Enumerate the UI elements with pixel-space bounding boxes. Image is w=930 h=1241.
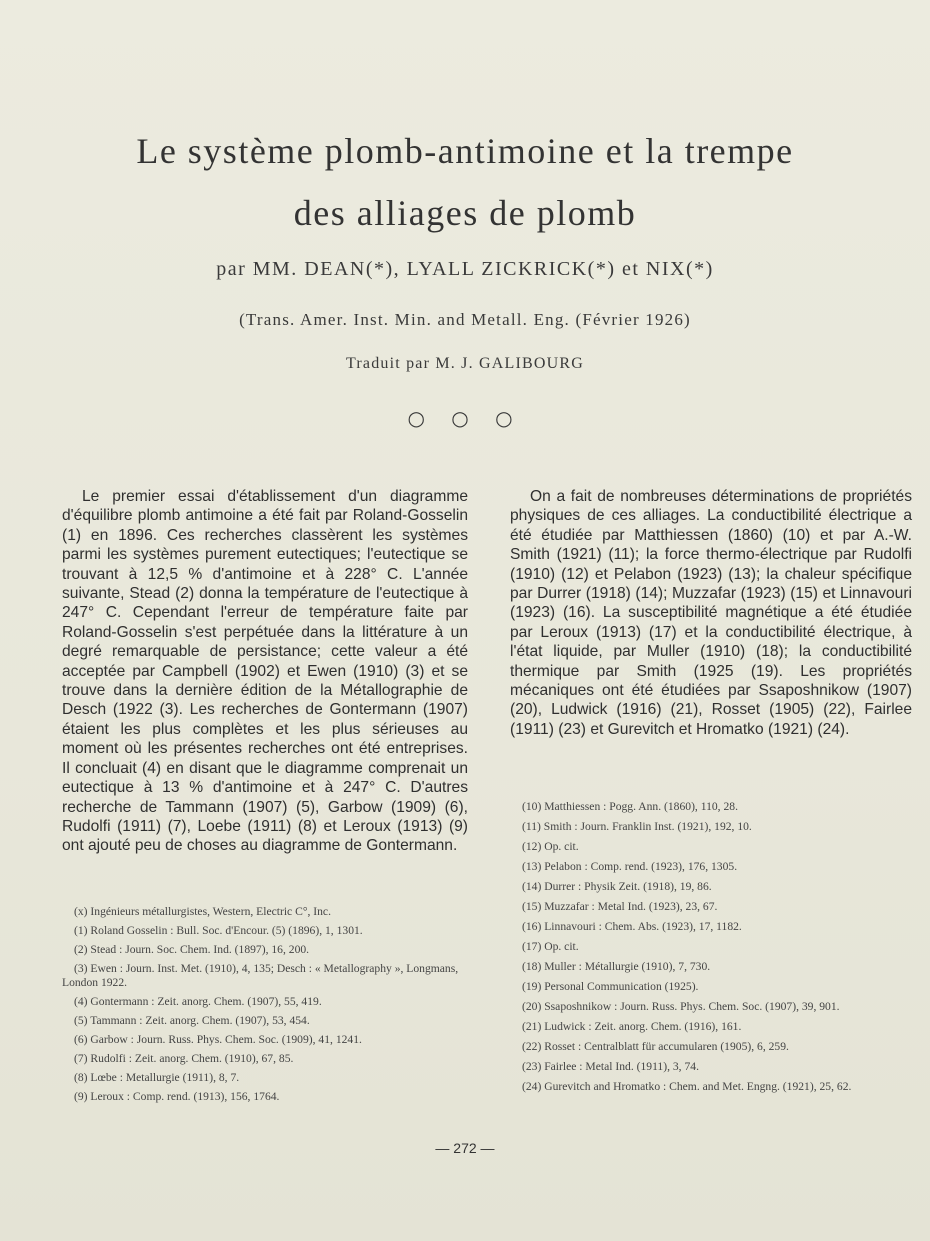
footnote: (9) Leroux : Comp. rend. (1913), 156, 1764. xyxy=(74,1090,280,1103)
footnote: (x) Ingénieurs métallurgistes, Western, Electric C°, Inc. xyxy=(74,905,331,918)
footnote: (17) Op. cit. xyxy=(522,940,579,953)
translator-credit: Traduit par M. J. GALIBOURG xyxy=(345,355,585,372)
body-paragraph-left: Le premier essai d'établissement d'un diagramme d'équilibre plomb antimoine a été fait par Roland-Gosselin (1) en 1896. Ces recherches classèrent les systèmes parmi les systèmes purement eutectiques; l'eutectique se trouvant à 12,5 % d'antimoine et à 228° C. L'année suivante, Stead (2) donna la température de l'eutectique à 247° C. Cependant l'erreur de température faite par Roland-Gosselin s'est perpétuée dans la littérature à un degré remarquable de persistance; cette valeur a été acceptée par Campbell (1902) et Ewen (1910) (3) et se trouve dans la dernière édition de la Métallographie de Desch (1922 (3). Les recherches de Gontermann (1907) étaient les plus complètes et les plus sérieuses au moment où les présentes recherches ont été entreprises. Il concluait (4) en disant que le diagramme comprenait un eutectique à 13 % d'antimoine et à 247° C. D'autres recherche de Tammann (1907) (5), Garbow (1909) (6), Rudolfi (1911) (7), Loebe (1911) (8) et Leroux (1913) (9) ont ajouté peu de choses au diagramme de Gontermann. xyxy=(62,488,468,855)
footnote: (10) Matthiessen : Pogg. Ann. (1860), 110, 28. xyxy=(522,800,738,813)
authors-line: par MM. DEAN(*), LYALL ZICKRICK(*) et NIX(*) xyxy=(216,258,714,280)
footnote: (14) Durrer : Physik Zeit. (1918), 19, 86. xyxy=(522,880,712,893)
footnote: (22) Rosset : Centralblatt für accumularen (1905), 6, 259. xyxy=(522,1040,789,1053)
footnote: (5) Tammann : Zeit. anorg. Chem. (1907), 53, 454. xyxy=(74,1014,310,1027)
footnote: (16) Linnavouri : Chem. Abs. (1923), 17, 1182. xyxy=(522,920,742,933)
footnote: (12) Op. cit. xyxy=(522,840,579,853)
article-title-line-1: Le système plomb-antimoine et la trempe xyxy=(136,131,794,171)
footnote: (1) Roland Gosselin : Bull. Soc. d'Encour. (5) (1896), 1, 1301. xyxy=(74,924,363,937)
footnote: (8) Lœbe : Metallurgie (1911), 8, 7. xyxy=(74,1071,240,1084)
footnote: (3) Ewen : Journ. Inst. Met. (1910), 4, 135; Desch : « Metallography », Longmans, London 1922. xyxy=(62,962,459,989)
footnote: (4) Gontermann : Zeit. anorg. Chem. (1907), 55, 419. xyxy=(74,995,322,1008)
footnote: (23) Fairlee : Metal Ind. (1911), 3, 74. xyxy=(522,1060,699,1073)
footnote: (18) Muller : Métallurgie (1910), 7, 730. xyxy=(522,960,711,973)
footnote: (11) Smith : Journ. Franklin Inst. (1921), 192, 10. xyxy=(522,820,752,833)
page-number: — 272 — xyxy=(435,1140,495,1156)
footnote: (13) Pelabon : Comp. rend. (1923), 176, 1305. xyxy=(522,860,738,873)
footnotes-right xyxy=(510,800,910,1100)
footnote: (21) Ludwick : Zeit. anorg. Chem. (1916), 161. xyxy=(522,1020,742,1033)
footnote: (24) Gurevitch and Hromatko : Chem. and Met. Engng. (1921), 25, 62. xyxy=(522,1080,852,1093)
footnote: (15) Muzzafar : Metal Ind. (1923), 23, 67. xyxy=(522,900,718,913)
source-citation: (Trans. Amer. Inst. Min. and Metall. Eng. (Février 1926) xyxy=(239,310,691,329)
footnote: (6) Garbow : Journ. Russ. Phys. Chem. Soc. (1909), 41, 1241. xyxy=(74,1033,362,1046)
section-separator: ○ ○ ○ xyxy=(407,406,523,430)
body-paragraph-right: On a fait de nombreuses déterminations de propriétés physiques de ces alliages. La conductibilité électrique a été étudiée par Matthiessen (1860) (10) et par A.-W. Smith (1921) (11); la force thermo-électrique par Rudolfi (1910) (12) et Pelabon (1923) (13); la chaleur spécifique par Durrer (1918) (14); Muzzafar (1923) (15) et Linnavouri (1923) (16). La susceptibilité magnétique a été étudiée par Leroux (1913) (17) et la conductibilité électrique, à l'état liquide, par Muller (1910) (18); la conductibilité thermique par Smith (1925 (19). Les propriétés mécaniques ont été étudiées par Ssaposhnikow (1907) (20), Ludwick (1916) (21), Rosset (1905) (22), Fairlee (1911) (23) et Gurevitch et Hromatko (1921) (24). xyxy=(510,488,912,738)
footnote: (7) Rudolfi : Zeit. anorg. Chem. (1910), 67, 85. xyxy=(74,1052,294,1065)
footnotes-left xyxy=(62,905,470,1109)
footnote: (19) Personal Communication (1925). xyxy=(522,980,699,993)
article-title-line-2: des alliages de plomb xyxy=(293,193,637,233)
footnote: (2) Stead : Journ. Soc. Chem. Ind. (1897), 16, 200. xyxy=(74,943,310,956)
footnote: (20) Ssaposhnikow : Journ. Russ. Phys. Chem. Soc. (1907), 39, 901. xyxy=(522,1000,840,1013)
